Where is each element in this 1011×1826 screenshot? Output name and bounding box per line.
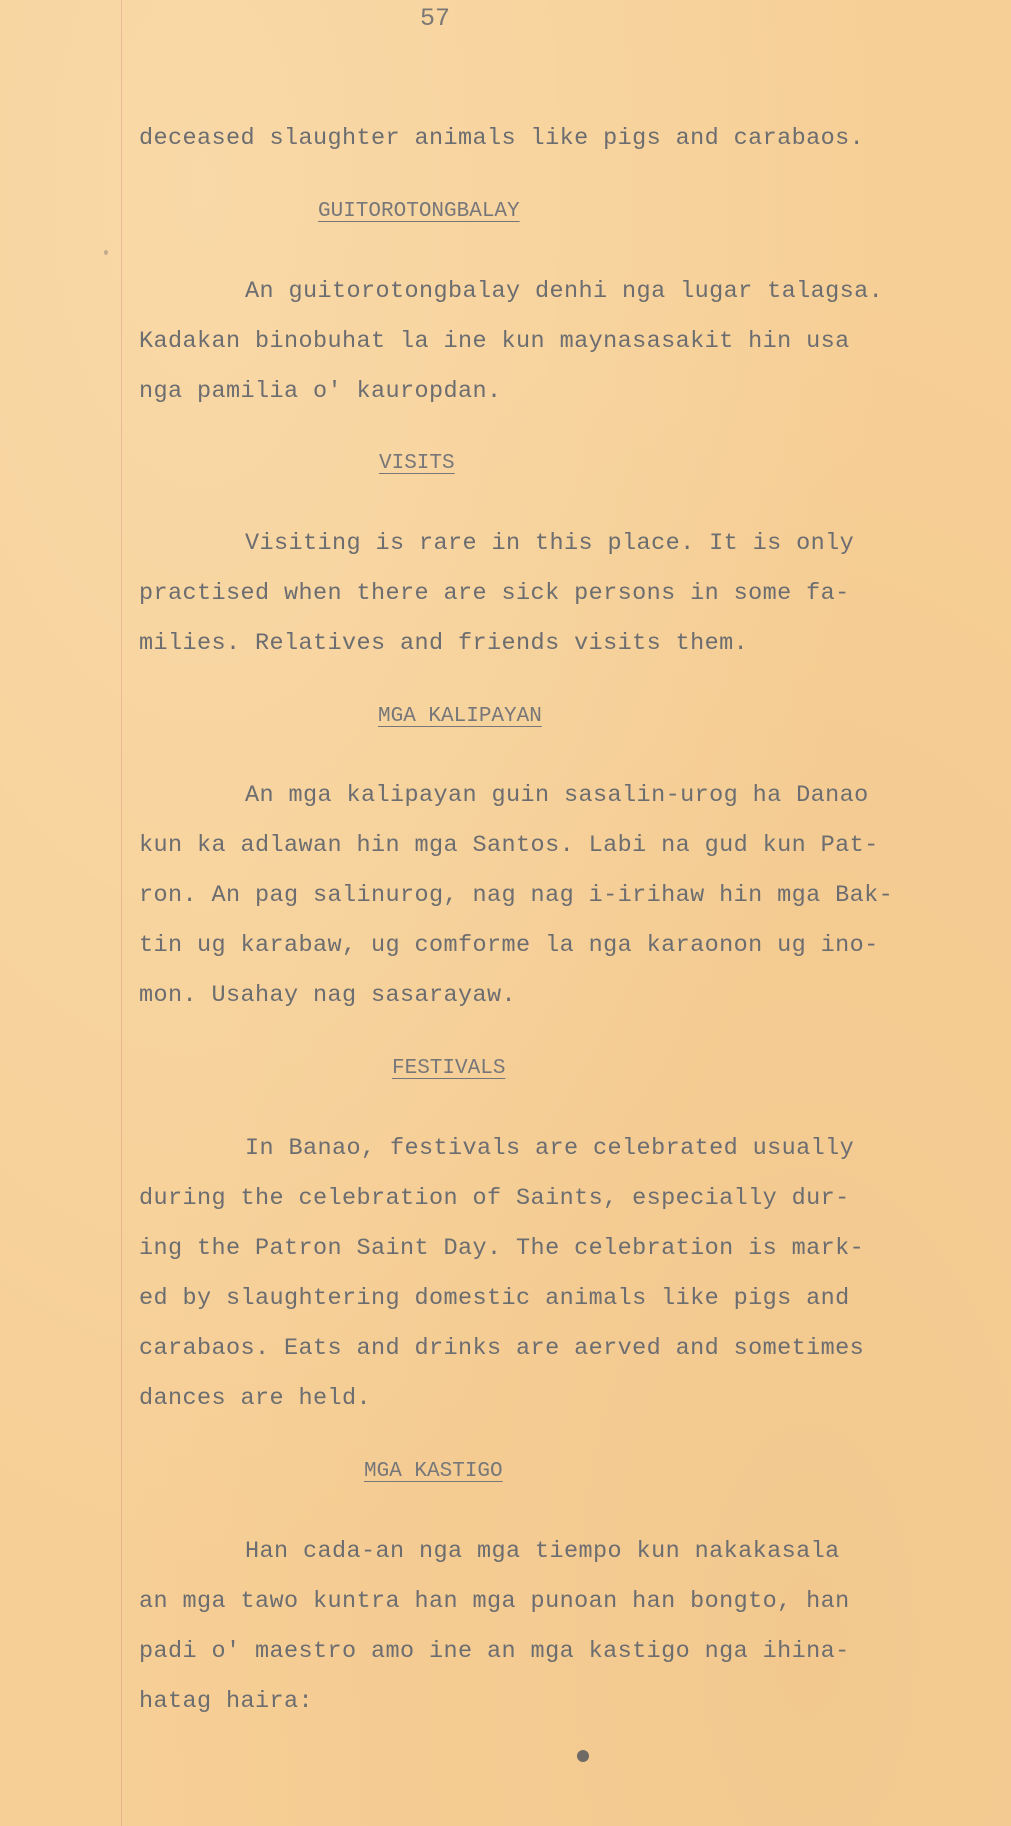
paragraph-line: ed by slaughtering domestic animals like pigs and [139, 1285, 850, 1312]
paragraph-line: during the celebration of Saints, especially dur- [139, 1185, 850, 1212]
paragraph-line: milies. Relatives and friends visits them. [139, 630, 749, 657]
paragraph-line: kun ka adlawan hin mga Santos. Labi na gud kun Pat- [139, 832, 879, 859]
margin-rule [121, 0, 122, 1826]
paragraph-line: hatag haira: [139, 1688, 314, 1715]
paragraph-line: ron. An pag salinurog, nag nag i-irihaw hin mga Bak- [139, 882, 894, 909]
page-number: 57 [420, 4, 451, 33]
paragraph-line: Kadakan binobuhat la ine kun maynasasakit hin usa [139, 328, 850, 355]
paragraph-line: dances are held. [139, 1385, 372, 1412]
paragraph-line: carabaos. Eats and drinks are aerved and sometimes [139, 1335, 865, 1362]
paragraph-line: An mga kalipayan guin sasalin-urog ha Danao [245, 782, 869, 809]
intro-line: deceased slaughter animals like pigs and carabaos. [139, 125, 865, 152]
paragraph-line: mon. Usahay nag sasarayaw. [139, 982, 517, 1009]
section-heading-festivals: FESTIVALS [392, 1057, 506, 1080]
paragraph-line: In Banao, festivals are celebrated usually [245, 1135, 855, 1162]
paragraph-line: Han cada-an nga mga tiempo kun nakakasala [245, 1538, 840, 1565]
paragraph-line: Visiting is rare in this place. It is only [245, 530, 855, 557]
paragraph-line: padi o' maestro amo ine an mga kastigo nga ihina- [139, 1638, 850, 1665]
paragraph-line: An guitorotongbalay denhi nga lugar talagsa. [245, 278, 884, 305]
section-heading-guitorotongbalay: GUITOROTONGBALAY [318, 200, 520, 223]
paragraph-line: ing the Patron Saint Day. The celebration is mark- [139, 1235, 865, 1262]
paragraph-line: nga pamilia o' kauropdan. [139, 378, 502, 405]
paragraph-line: an mga tawo kuntra han mga punoan han bongto, han [139, 1588, 850, 1615]
paragraph-line: practised when there are sick persons in some fa- [139, 580, 850, 607]
paragraph-line: tin ug karabaw, ug comforme la nga karaonon ug ino- [139, 932, 879, 959]
ink-blot [577, 1750, 589, 1762]
section-heading-mga-kastigo: MGA KASTIGO [364, 1460, 503, 1483]
section-heading-visits: VISITS [379, 452, 455, 475]
paper-speck [104, 250, 108, 255]
section-heading-mga-kalipayan: MGA KALIPAYAN [378, 705, 542, 728]
